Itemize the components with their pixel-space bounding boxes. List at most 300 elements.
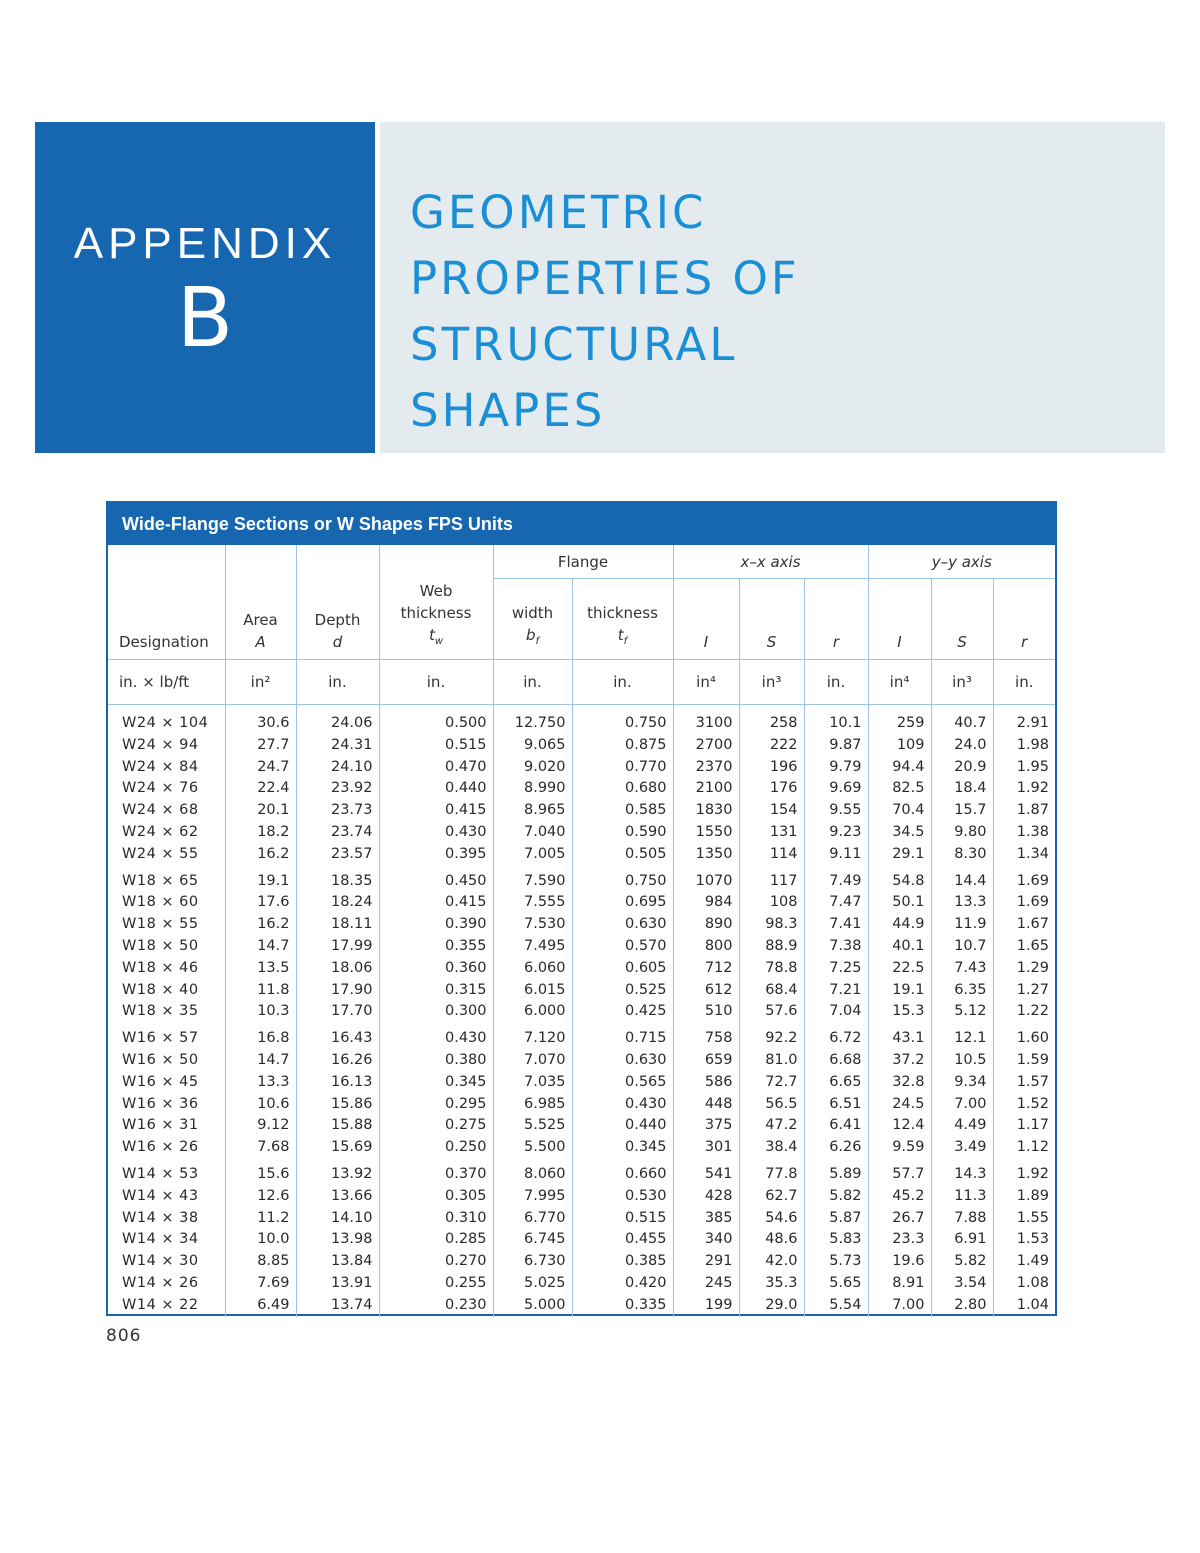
table-row (108, 778, 1055, 800)
value-cell: 0.770 (572, 757, 673, 779)
unit-cell: in. (379, 660, 493, 705)
spacer-cell (993, 705, 1055, 714)
value-cell: 14.7 (225, 1050, 296, 1072)
value-cell: 13.3 (931, 892, 993, 914)
unit-cell: in³ (931, 660, 993, 705)
value-cell: 1.52 (1016, 1095, 1050, 1112)
designation-cell: W16 × 26 (108, 1137, 225, 1159)
ix-header: I (673, 579, 739, 660)
value-cell: 9.55 (804, 800, 868, 822)
value-cell: 57.7 (868, 1164, 931, 1186)
value-cell: 24.06 (296, 713, 379, 735)
value-cell: 659 (673, 1050, 739, 1072)
value-cell: 92.2 (739, 1028, 804, 1050)
value-cell: 5.87 (804, 1208, 868, 1230)
table-row (108, 1164, 1055, 1186)
value-cell: 758 (673, 1028, 739, 1050)
value-cell: 5.73 (804, 1251, 868, 1273)
value-cell: 18.24 (296, 892, 379, 914)
table-row (108, 757, 1055, 779)
value-cell: 1.22 (1016, 1003, 1050, 1020)
value-cell: 1.34 (1016, 845, 1050, 862)
value-cell: 3100 (673, 713, 739, 735)
value-cell: 1.53 (1016, 1231, 1050, 1248)
chapter-title-line: GEOMETRIC (410, 186, 707, 239)
value-cell: 5.82 (931, 1251, 993, 1273)
value-cell: 245 (673, 1273, 739, 1295)
designation-cell: W14 × 30 (108, 1251, 225, 1273)
value-cell: 24.0 (931, 735, 993, 757)
value-cell: 291 (673, 1251, 739, 1273)
value-cell: 82.5 (868, 778, 931, 800)
value-cell: 7.43 (931, 958, 993, 980)
value-cell: 9.79 (804, 757, 868, 779)
value-cell: 8.965 (493, 800, 572, 822)
value-cell: 7.00 (868, 1295, 931, 1317)
table-row (108, 980, 1055, 1002)
value-cell: 94.4 (868, 757, 931, 779)
value-cell: 6.26 (804, 1137, 868, 1159)
designation-cell: W14 × 53 (108, 1164, 225, 1186)
value-cell: 0.440 (572, 1115, 673, 1137)
spacer-cell (225, 705, 296, 714)
unit-cell: in. (493, 660, 572, 705)
value-cell: 10.5 (931, 1050, 993, 1072)
value-cell: 1830 (673, 800, 739, 822)
value-cell: 18.4 (931, 778, 993, 800)
value-cell: 38.4 (739, 1137, 804, 1159)
value-cell: 0.255 (379, 1273, 493, 1295)
sy-header: S (931, 579, 993, 660)
value-cell: 1.27 (1016, 981, 1050, 998)
value-cell: 98.3 (739, 914, 804, 936)
value-cell: 6.51 (804, 1094, 868, 1116)
value-cell: 47.2 (739, 1115, 804, 1137)
designation-header: Designation (108, 579, 225, 660)
value-cell: 1.57 (1016, 1073, 1050, 1090)
value-cell: 7.035 (493, 1072, 572, 1094)
value-cell: 11.2 (225, 1208, 296, 1230)
value-cell: 9.69 (804, 778, 868, 800)
value-cell: 109 (868, 735, 931, 757)
value-cell: 0.530 (572, 1186, 673, 1208)
value-cell: 1.87 (1016, 802, 1050, 819)
value-cell: 0.505 (572, 844, 673, 866)
value-cell: 14.10 (296, 1208, 379, 1230)
table-row (108, 713, 1055, 735)
value-cell: 2.91 (1016, 715, 1050, 731)
area-header-symbol: A (255, 633, 266, 651)
value-cell: 6.060 (493, 958, 572, 980)
value-cell: 0.285 (379, 1229, 493, 1251)
designation-cell: W24 × 104 (108, 713, 225, 735)
value-cell: 0.385 (572, 1251, 673, 1273)
value-cell: 6.91 (931, 1229, 993, 1251)
designation-cell: W16 × 45 (108, 1072, 225, 1094)
value-cell: 42.0 (739, 1251, 804, 1273)
designation-cell: W24 × 94 (108, 735, 225, 757)
value-cell: 0.305 (379, 1186, 493, 1208)
value-cell: 11.9 (931, 914, 993, 936)
value-cell: 114 (739, 844, 804, 866)
value-cell: 375 (673, 1115, 739, 1137)
value-cell: 12.4 (868, 1115, 931, 1137)
value-cell: 8.30 (931, 844, 993, 866)
table-row (108, 1072, 1055, 1094)
value-cell: 5.500 (493, 1137, 572, 1159)
designation-cell: W14 × 38 (108, 1208, 225, 1230)
value-cell: 35.3 (739, 1273, 804, 1295)
value-cell: 0.660 (572, 1164, 673, 1186)
value-cell: 5.525 (493, 1115, 572, 1137)
value-cell: 0.500 (379, 713, 493, 735)
value-cell: 5.000 (493, 1295, 572, 1317)
value-cell: 1.92 (1016, 1165, 1050, 1182)
unit-cell: in. × lb/ft (108, 660, 225, 705)
table-row (108, 914, 1055, 936)
value-cell: 1.65 (1016, 937, 1050, 954)
value-cell: 7.41 (804, 914, 868, 936)
w-shapes-table (108, 545, 1055, 1317)
value-cell: 32.8 (868, 1072, 931, 1094)
value-cell: 9.59 (868, 1137, 931, 1159)
value-cell: 78.8 (739, 958, 804, 980)
value-cell: 43.1 (868, 1028, 931, 1050)
value-cell: 0.415 (379, 892, 493, 914)
area-header-label: Area (243, 611, 278, 629)
designation-cell: W16 × 31 (108, 1115, 225, 1137)
value-cell: 2700 (673, 735, 739, 757)
designation-cell: W24 × 68 (108, 800, 225, 822)
value-cell: 57.6 (739, 1001, 804, 1023)
table-row (108, 1251, 1055, 1273)
value-cell: 1.55 (1016, 1209, 1050, 1226)
designation-cell: W24 × 55 (108, 844, 225, 866)
value-cell: 24.7 (225, 757, 296, 779)
value-cell: 0.250 (379, 1137, 493, 1159)
table-row (108, 936, 1055, 958)
table-row (108, 1001, 1055, 1023)
unit-cell: in⁴ (868, 660, 931, 705)
table-row (108, 822, 1055, 844)
header-blank (108, 545, 225, 579)
value-cell: 17.6 (225, 892, 296, 914)
value-cell: 2370 (673, 757, 739, 779)
value-cell: 15.6 (225, 1164, 296, 1186)
value-cell: 6.49 (225, 1295, 296, 1317)
value-cell: 45.2 (868, 1186, 931, 1208)
value-cell: 800 (673, 936, 739, 958)
table-row (108, 1273, 1055, 1295)
value-cell: 0.415 (379, 800, 493, 822)
value-cell: 0.570 (572, 936, 673, 958)
web-header-line2: thickness (400, 604, 472, 622)
value-cell: 890 (673, 914, 739, 936)
value-cell: 37.2 (868, 1050, 931, 1072)
value-cell: 44.9 (868, 914, 931, 936)
value-cell: 199 (673, 1295, 739, 1317)
yy-axis-label: y–y axis (931, 552, 992, 571)
table-row (108, 735, 1055, 757)
value-cell: 16.8 (225, 1028, 296, 1050)
value-cell: 117 (739, 871, 804, 893)
value-cell: 6.770 (493, 1208, 572, 1230)
page-number: 806 (106, 1326, 142, 1346)
value-cell: 258 (739, 713, 804, 735)
spacer-cell (108, 705, 225, 714)
value-cell: 13.74 (296, 1295, 379, 1317)
value-cell: 712 (673, 958, 739, 980)
web-header-line1: Web (419, 582, 453, 600)
unit-cell: in. (572, 660, 673, 705)
value-cell: 0.430 (379, 822, 493, 844)
web-header-symbol: $t_w$ (428, 626, 444, 647)
value-cell: 0.750 (572, 871, 673, 893)
value-cell: 131 (739, 822, 804, 844)
spacer-cell (931, 705, 993, 714)
value-cell: 9.80 (931, 822, 993, 844)
designation-cell: W18 × 65 (108, 871, 225, 893)
designation-cell: W18 × 60 (108, 892, 225, 914)
value-cell: 0.525 (572, 980, 673, 1002)
designation-cell: W14 × 22 (108, 1295, 225, 1317)
table-row (108, 1094, 1055, 1116)
flange-thickness-symbol: $t_f$ (617, 626, 628, 647)
appendix-label: APPENDIX (73, 219, 337, 268)
value-cell: 11.8 (225, 980, 296, 1002)
value-cell: 19.1 (868, 980, 931, 1002)
value-cell: 1070 (673, 871, 739, 893)
value-cell: 0.750 (572, 713, 673, 735)
value-cell: 13.92 (296, 1164, 379, 1186)
value-cell: 16.2 (225, 844, 296, 866)
value-cell: 5.65 (804, 1273, 868, 1295)
chapter-title-line: PROPERTIES OF (410, 252, 800, 305)
value-cell: 1.69 (1016, 872, 1050, 889)
designation-cell: W18 × 46 (108, 958, 225, 980)
value-cell: 0.455 (572, 1229, 673, 1251)
value-cell: 7.530 (493, 914, 572, 936)
value-cell: 24.31 (296, 735, 379, 757)
value-cell: 5.025 (493, 1273, 572, 1295)
value-cell: 0.275 (379, 1115, 493, 1137)
value-cell: 0.875 (572, 735, 673, 757)
value-cell: 1.59 (1016, 1051, 1050, 1068)
appendix-banner (35, 122, 375, 453)
table-row (108, 958, 1055, 980)
value-cell: 27.7 (225, 735, 296, 757)
value-cell: 34.5 (868, 822, 931, 844)
value-cell: 6.015 (493, 980, 572, 1002)
value-cell: 5.12 (931, 1001, 993, 1023)
unit-cell: in. (296, 660, 379, 705)
value-cell: 7.040 (493, 822, 572, 844)
unit-cell: in³ (739, 660, 804, 705)
value-cell: 6.35 (931, 980, 993, 1002)
value-cell: 0.470 (379, 757, 493, 779)
value-cell: 6.68 (804, 1050, 868, 1072)
designation-cell: W24 × 76 (108, 778, 225, 800)
value-cell: 15.7 (931, 800, 993, 822)
value-cell: 108 (739, 892, 804, 914)
value-cell: 24.5 (868, 1094, 931, 1116)
value-cell: 20.9 (931, 757, 993, 779)
value-cell: 22.5 (868, 958, 931, 980)
value-cell: 13.84 (296, 1251, 379, 1273)
value-cell: 8.85 (225, 1251, 296, 1273)
value-cell: 77.8 (739, 1164, 804, 1186)
value-cell: 448 (673, 1094, 739, 1116)
value-cell: 6.745 (493, 1229, 572, 1251)
xx-axis-label: x–x axis (740, 552, 801, 571)
value-cell: 7.69 (225, 1273, 296, 1295)
value-cell: 301 (673, 1137, 739, 1159)
value-cell: 0.360 (379, 958, 493, 980)
value-cell: 0.335 (572, 1295, 673, 1317)
value-cell: 18.11 (296, 914, 379, 936)
designation-cell: W16 × 36 (108, 1094, 225, 1116)
value-cell: 0.390 (379, 914, 493, 936)
depth-header-symbol: d (332, 633, 343, 651)
value-cell: 16.26 (296, 1050, 379, 1072)
value-cell: 0.430 (379, 1028, 493, 1050)
value-cell: 5.83 (804, 1229, 868, 1251)
designation-cell: W16 × 57 (108, 1028, 225, 1050)
w-shapes-table-panel (106, 501, 1057, 1316)
yy-axis-group-header (868, 545, 1055, 579)
value-cell: 0.420 (572, 1273, 673, 1295)
value-cell: 16.43 (296, 1028, 379, 1050)
value-cell: 68.4 (739, 980, 804, 1002)
value-cell: 5.89 (804, 1164, 868, 1186)
value-cell: 8.990 (493, 778, 572, 800)
value-cell: 259 (868, 713, 931, 735)
designation-cell: W18 × 35 (108, 1001, 225, 1023)
value-cell: 24.10 (296, 757, 379, 779)
value-cell: 23.92 (296, 778, 379, 800)
value-cell: 10.1 (804, 713, 868, 735)
value-cell: 0.380 (379, 1050, 493, 1072)
value-cell: 23.57 (296, 844, 379, 866)
value-cell: 9.12 (225, 1115, 296, 1137)
value-cell: 13.5 (225, 958, 296, 980)
value-cell: 0.310 (379, 1208, 493, 1230)
table-row (108, 871, 1055, 893)
value-cell: 9.065 (493, 735, 572, 757)
value-cell: 0.630 (572, 1050, 673, 1072)
value-cell: 3.49 (931, 1137, 993, 1159)
value-cell: 6.65 (804, 1072, 868, 1094)
value-cell: 7.590 (493, 871, 572, 893)
value-cell: 23.73 (296, 800, 379, 822)
flange-width-symbol: $b_f$ (525, 626, 540, 647)
flange-thickness-header (572, 579, 673, 660)
chapter-title-line: SHAPES (410, 384, 606, 437)
value-cell: 30.6 (225, 713, 296, 735)
units-row (108, 660, 1055, 705)
value-cell: 72.7 (739, 1072, 804, 1094)
value-cell: 8.060 (493, 1164, 572, 1186)
value-cell: 1.69 (1016, 894, 1050, 911)
value-cell: 1.12 (1016, 1139, 1050, 1156)
unit-cell: in⁴ (673, 660, 739, 705)
spacer-cell (804, 705, 868, 714)
value-cell: 222 (739, 735, 804, 757)
table-row (108, 1115, 1055, 1137)
chapter-title-panel (380, 122, 1165, 453)
area-header (225, 579, 296, 660)
value-cell: 0.450 (379, 871, 493, 893)
depth-header-label: Depth (314, 611, 361, 629)
web-thickness-header (379, 579, 493, 660)
unit-cell: in² (225, 660, 296, 705)
designation-cell: W18 × 55 (108, 914, 225, 936)
value-cell: 612 (673, 980, 739, 1002)
value-cell: 6.730 (493, 1251, 572, 1273)
value-cell: 1.67 (1016, 916, 1050, 933)
ry-header: r (993, 579, 1055, 660)
value-cell: 9.23 (804, 822, 868, 844)
value-cell: 196 (739, 757, 804, 779)
table-row (108, 1186, 1055, 1208)
value-cell: 7.47 (804, 892, 868, 914)
value-cell: 541 (673, 1164, 739, 1186)
value-cell: 16.2 (225, 914, 296, 936)
value-cell: 5.54 (804, 1295, 868, 1317)
table-row (108, 844, 1055, 866)
value-cell: 1350 (673, 844, 739, 866)
value-cell: 1.29 (1016, 959, 1050, 976)
value-cell: 29.0 (739, 1295, 804, 1317)
chapter-title (410, 180, 800, 444)
value-cell: 26.7 (868, 1208, 931, 1230)
value-cell: 13.91 (296, 1273, 379, 1295)
value-cell: 7.995 (493, 1186, 572, 1208)
flange-thickness-label: thickness (587, 604, 658, 622)
spacer-cell (493, 705, 572, 714)
value-cell: 7.04 (804, 1001, 868, 1023)
value-cell: 13.98 (296, 1229, 379, 1251)
value-cell: 1.04 (1016, 1296, 1050, 1313)
value-cell: 12.750 (493, 713, 572, 735)
table-caption: Wide-Flange Sections or W Shapes FPS Units (108, 503, 1055, 545)
value-cell: 18.2 (225, 822, 296, 844)
value-cell: 1.60 (1016, 1030, 1050, 1047)
value-cell: 7.49 (804, 871, 868, 893)
table-row (108, 1295, 1055, 1317)
value-cell: 7.21 (804, 980, 868, 1002)
value-cell: 0.630 (572, 914, 673, 936)
value-cell: 0.395 (379, 844, 493, 866)
value-cell: 18.06 (296, 958, 379, 980)
value-cell: 15.69 (296, 1137, 379, 1159)
value-cell: 9.020 (493, 757, 572, 779)
table-row (108, 1137, 1055, 1159)
spacer-cell (673, 705, 739, 714)
value-cell: 340 (673, 1229, 739, 1251)
value-cell: 13.66 (296, 1186, 379, 1208)
value-cell: 12.6 (225, 1186, 296, 1208)
value-cell: 13.3 (225, 1072, 296, 1094)
value-cell: 0.440 (379, 778, 493, 800)
spacer-cell (868, 705, 931, 714)
value-cell: 1.89 (1016, 1187, 1050, 1204)
table-row (108, 1050, 1055, 1072)
group-spacer (108, 705, 1055, 714)
value-cell: 5.82 (804, 1186, 868, 1208)
header-blank (225, 545, 296, 579)
value-cell: 0.300 (379, 1001, 493, 1023)
